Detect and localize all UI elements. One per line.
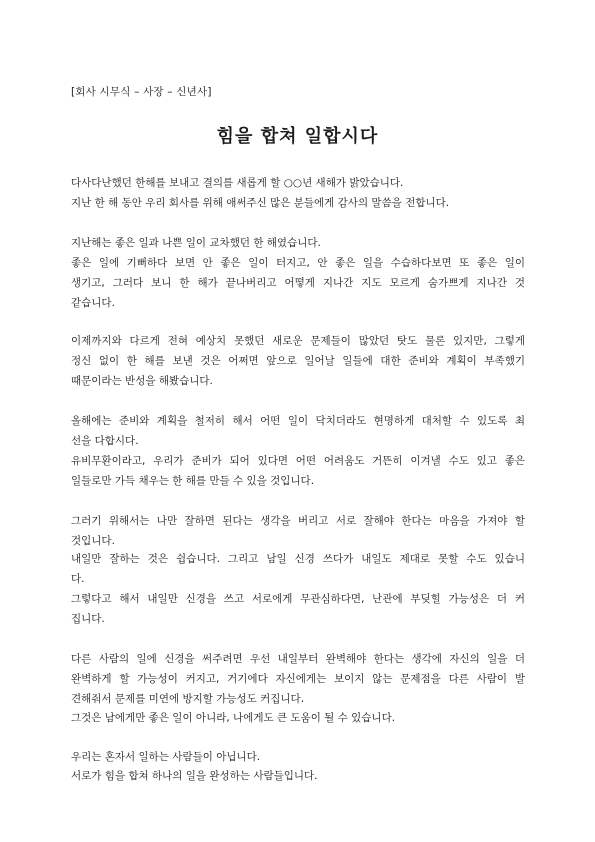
body-line: 견해줘서 문제를 미연에 방지할 가능성도 커집니다. xyxy=(71,693,305,705)
body-line: 것입니다. xyxy=(71,535,115,547)
body-line: 내일만 잘하는 것은 쉽습니다. 그리고 남일 신경 쓰다가 내일도 제대로 못할 수도 있습니 xyxy=(71,553,525,565)
body-line: 올해에는 준비와 계획을 철저히 해서 어떤 일이 닥치더라도 현명하게 대처할 수 있도록 최 xyxy=(71,415,525,427)
document-header-tag: [회사 시무식 – 사장 – 신년사] xyxy=(71,86,212,98)
body-line: 그렇다고 해서 내일만 신경을 쓰고 서로에게 무관심하다면, 난관에 부딪힐 가능성은 더 커 xyxy=(71,593,525,605)
body-line: 지난 한 해 동안 우리 회사를 위해 애써주신 많은 분들에게 감사의 말씀을 전합니다. xyxy=(71,197,450,209)
body-line: 집니다. xyxy=(71,613,105,625)
body-line: 때문이라는 반성을 해봤습니다. xyxy=(71,375,213,387)
body-line: 선을 다합시다. xyxy=(71,435,139,447)
body-line: 이제까지와 다르게 전혀 예상치 못했던 새로운 문제들이 많았던 탓도 물론 있지만, 그렇게 xyxy=(71,335,525,347)
body-line: 좋은 일에 기뻐하다 보면 안 좋은 일이 터지고, 안 좋은 일을 수습하다보면 또 좋은 일이 xyxy=(71,257,525,269)
body-line: 다른 사람의 일에 신경을 써주려면 우선 내일부터 완벽해야 한다는 생각에 자신의 일을 더 xyxy=(71,653,525,665)
body-line: 생기고, 그러다 보니 한 해가 끝나버리고 어떻게 지나간 지도 모르게 숨가쁘게 지나간 것 xyxy=(71,277,525,289)
body-line: 지난해는 좋은 일과 나쁜 일이 교차했던 한 해였습니다. xyxy=(71,237,321,249)
body-line: 완벽하게 할 가능성이 커지고, 거기에다 자신에게는 보이지 않는 문제점을 다른 사람이 발 xyxy=(71,673,525,685)
body-line: 그러기 위해서는 나만 잘하면 된다는 생각을 버리고 서로 잘해야 한다는 마음을 가져야 할 xyxy=(71,515,525,527)
body-line: 같습니다. xyxy=(71,297,115,309)
document-title: 힘을 합쳐 일합시다 xyxy=(216,126,379,147)
body-line: 유비무환이라고, 우리가 준비가 되어 있다면 어떤 어려움도 거뜬히 이겨낼 수도 있고 좋은 xyxy=(71,455,525,467)
body-line: 우리는 혼자서 일하는 사람들이 아닙니다. xyxy=(71,751,261,763)
body-line: 정신 없이 한 해를 보낸 것은 어쩌면 앞으로 일어날 일들에 대한 준비와 계획이 부족했기 xyxy=(71,355,525,367)
body-line: 서로가 힘을 합쳐 하나의 일을 완성하는 사람들입니다. xyxy=(71,770,318,782)
body-line: 그것은 남에게만 좋은 일이 아니라, 나에게도 큰 도움이 될 수 있습니다. xyxy=(71,712,396,724)
body-line: 다. xyxy=(71,573,85,585)
body-line: 일들로만 가득 채우는 한 해를 만들 수 있을 것입니다. xyxy=(71,475,315,487)
body-line: 다사다난했던 한해를 보내고 결의를 새롭게 할 ○○년 새해가 밝았습니다. xyxy=(71,177,404,189)
